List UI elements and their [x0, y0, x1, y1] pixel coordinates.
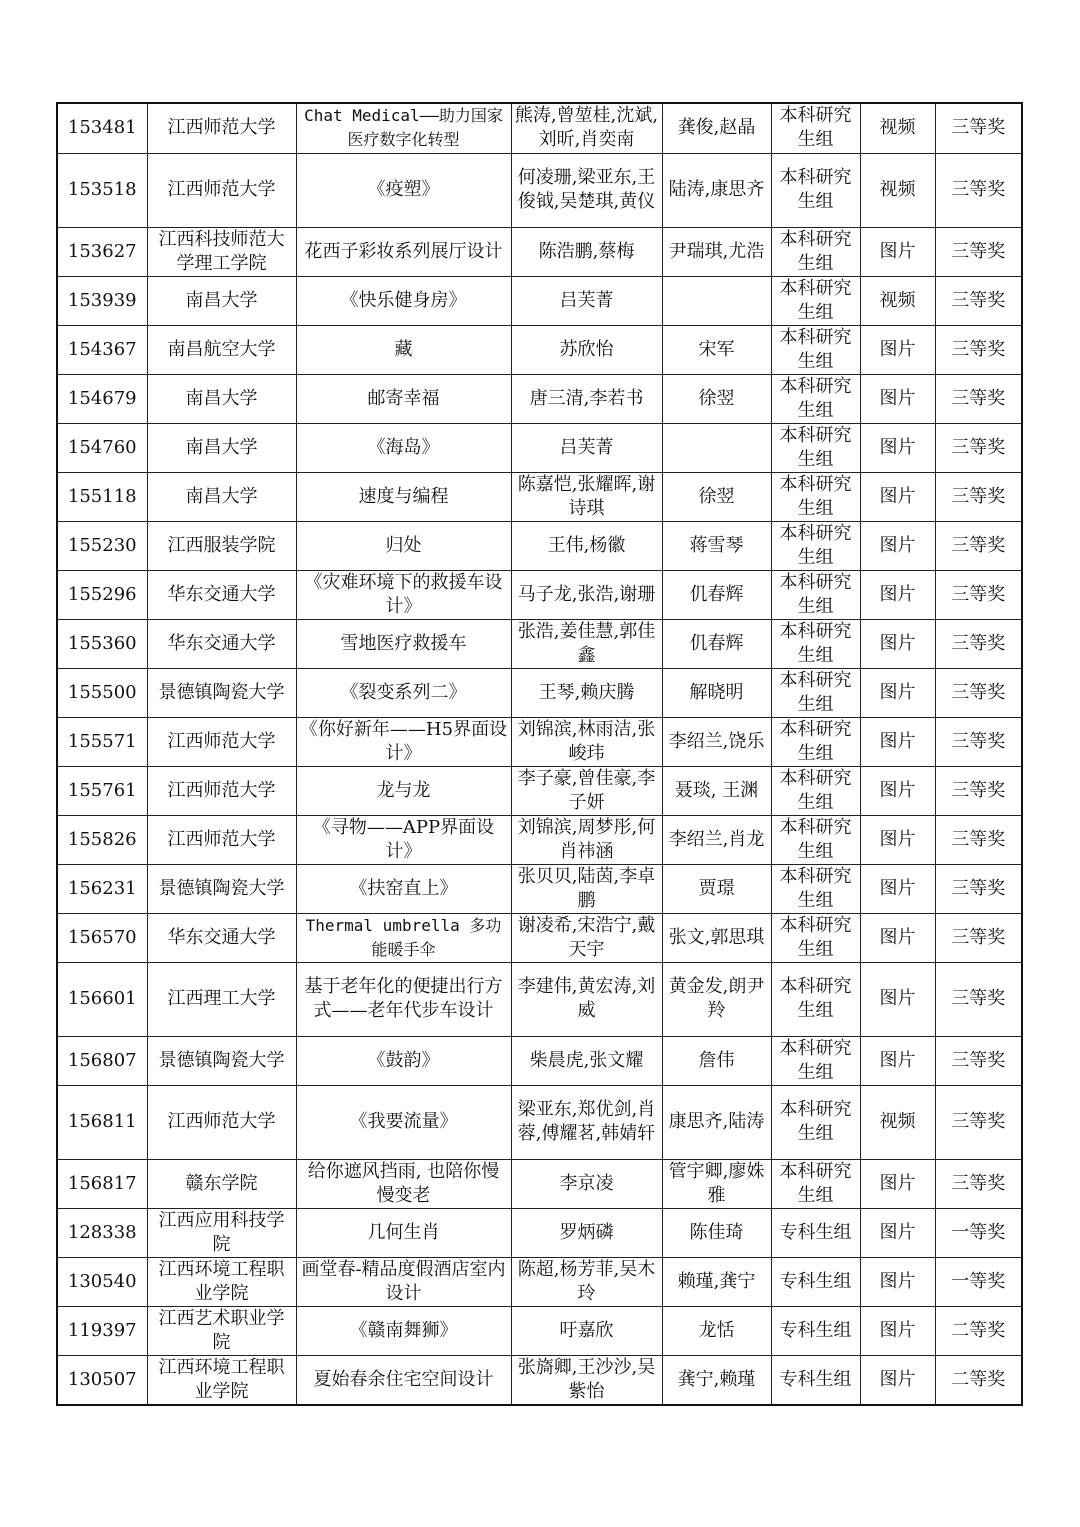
work-title-cell: 《我要流量》: [296, 1085, 511, 1159]
entry-id-cell: 155360: [57, 619, 147, 668]
authors-cell: 马子龙,张浩,谢珊: [511, 570, 662, 619]
school-cell: 江西师范大学: [147, 717, 296, 766]
group-cell: 本科研究生组: [771, 153, 860, 227]
table-row: [57, 103, 1022, 153]
advisor-cell: 龚俊,赵晶: [662, 103, 771, 153]
advisor-cell: 仉春辉: [662, 619, 771, 668]
school-cell: 景德镇陶瓷大学: [147, 864, 296, 913]
authors-cell: 刘锦滨,林雨洁,张峻玮: [511, 717, 662, 766]
table-row: [57, 153, 1022, 227]
entry-id-cell: 130540: [57, 1257, 147, 1306]
advisor-cell: 宋军: [662, 325, 771, 374]
type-cell: 图片: [860, 766, 935, 815]
authors-cell: 吕芙菁: [511, 423, 662, 472]
authors-cell: 李建伟,黄宏涛,刘威: [511, 962, 662, 1036]
authors-cell: 陈浩鹏,蔡梅: [511, 227, 662, 276]
table-row: [57, 717, 1022, 766]
authors-cell: 张贝贝,陆茵,李卓鹏: [511, 864, 662, 913]
group-cell: 专科生组: [771, 1257, 860, 1306]
group-cell: 本科研究生组: [771, 472, 860, 521]
work-title-cell: 藏: [296, 325, 511, 374]
advisor-cell: [662, 276, 771, 325]
advisor-cell: 解晓明: [662, 668, 771, 717]
group-cell: 本科研究生组: [771, 766, 860, 815]
table-row: [57, 1208, 1022, 1257]
authors-cell: 张旖卿,王沙沙,吴紫怡: [511, 1355, 662, 1405]
type-cell: 图片: [860, 717, 935, 766]
authors-cell: 李子豪,曾佳豪,李子妍: [511, 766, 662, 815]
type-cell: 视频: [860, 1085, 935, 1159]
entry-id-cell: 156811: [57, 1085, 147, 1159]
table-row: [57, 472, 1022, 521]
work-title-cell: 《寻物——APP界面设计》: [296, 815, 511, 864]
type-cell: 图片: [860, 570, 935, 619]
authors-cell: 李京凌: [511, 1159, 662, 1208]
type-cell: 图片: [860, 668, 935, 717]
advisor-cell: 黄金发,朗尹羚: [662, 962, 771, 1036]
group-cell: 本科研究生组: [771, 374, 860, 423]
group-cell: 本科研究生组: [771, 1036, 860, 1085]
group-cell: 本科研究生组: [771, 227, 860, 276]
results-sheet: [56, 102, 1021, 1406]
type-cell: 图片: [860, 619, 935, 668]
work-title-cell: 《海岛》: [296, 423, 511, 472]
entry-id-cell: 155230: [57, 521, 147, 570]
group-cell: 本科研究生组: [771, 325, 860, 374]
work-title-cell: Thermal umbrella 多功能暖手伞: [296, 913, 511, 962]
award-cell: 三等奖: [935, 1085, 1022, 1159]
group-cell: 本科研究生组: [771, 103, 860, 153]
authors-cell: 罗炳磷: [511, 1208, 662, 1257]
school-cell: 景德镇陶瓷大学: [147, 668, 296, 717]
work-title-cell: 龙与龙: [296, 766, 511, 815]
authors-cell: 熊涛,曾堃桂,沈斌,刘昕,肖奕南: [511, 103, 662, 153]
school-cell: 华东交通大学: [147, 570, 296, 619]
authors-cell: 何凌珊,梁亚东,王俊钺,吴楚琪,黄仪: [511, 153, 662, 227]
school-cell: 江西理工大学: [147, 962, 296, 1036]
award-cell: 三等奖: [935, 570, 1022, 619]
advisor-cell: 管宇卿,廖姝雅: [662, 1159, 771, 1208]
group-cell: 本科研究生组: [771, 276, 860, 325]
school-cell: 江西师范大学: [147, 153, 296, 227]
school-cell: 景德镇陶瓷大学: [147, 1036, 296, 1085]
group-cell: 专科生组: [771, 1355, 860, 1405]
entry-id-cell: 155296: [57, 570, 147, 619]
school-cell: 南昌大学: [147, 472, 296, 521]
table-row: [57, 374, 1022, 423]
advisor-cell: 康思齐,陆涛: [662, 1085, 771, 1159]
award-cell: 三等奖: [935, 521, 1022, 570]
type-cell: 图片: [860, 472, 935, 521]
award-cell: 三等奖: [935, 766, 1022, 815]
group-cell: 本科研究生组: [771, 668, 860, 717]
table-row: [57, 1355, 1022, 1405]
table-row: [57, 1159, 1022, 1208]
type-cell: 视频: [860, 153, 935, 227]
school-cell: 南昌航空大学: [147, 325, 296, 374]
school-cell: 南昌大学: [147, 276, 296, 325]
award-cell: 三等奖: [935, 668, 1022, 717]
type-cell: 图片: [860, 521, 935, 570]
award-cell: 三等奖: [935, 1159, 1022, 1208]
table-body: [57, 103, 1022, 1405]
authors-cell: 刘锦滨,周梦彤,何肖祎涵: [511, 815, 662, 864]
work-title-cell: 基于老年化的便捷出行方式——老年代步车设计: [296, 962, 511, 1036]
table-row: [57, 864, 1022, 913]
group-cell: 本科研究生组: [771, 423, 860, 472]
award-table: [56, 102, 1023, 1406]
entry-id-cell: 154679: [57, 374, 147, 423]
group-cell: 专科生组: [771, 1208, 860, 1257]
type-cell: 图片: [860, 1159, 935, 1208]
table-row: [57, 815, 1022, 864]
school-cell: 南昌大学: [147, 374, 296, 423]
award-cell: 三等奖: [935, 325, 1022, 374]
advisor-cell: 陈佳琦: [662, 1208, 771, 1257]
school-cell: 江西艺术职业学院: [147, 1306, 296, 1355]
entry-id-cell: 153939: [57, 276, 147, 325]
work-title-cell: Chat Medical——助力国家医疗数字化转型: [296, 103, 511, 153]
advisor-cell: 蒋雪琴: [662, 521, 771, 570]
authors-cell: 陈嘉恺,张耀晖,谢诗琪: [511, 472, 662, 521]
advisor-cell: [662, 423, 771, 472]
school-cell: 江西师范大学: [147, 103, 296, 153]
school-cell: 江西师范大学: [147, 815, 296, 864]
advisor-cell: 贾璟: [662, 864, 771, 913]
award-cell: 三等奖: [935, 153, 1022, 227]
work-title-cell: 《裂变系列二》: [296, 668, 511, 717]
award-cell: 三等奖: [935, 815, 1022, 864]
authors-cell: 张浩,姜佳慧,郭佳鑫: [511, 619, 662, 668]
entry-id-cell: 156601: [57, 962, 147, 1036]
type-cell: 图片: [860, 1208, 935, 1257]
advisor-cell: 张文,郭思琪: [662, 913, 771, 962]
school-cell: 江西师范大学: [147, 766, 296, 815]
group-cell: 本科研究生组: [771, 1159, 860, 1208]
group-cell: 本科研究生组: [771, 1085, 860, 1159]
advisor-cell: 尹瑞琪,尤浩: [662, 227, 771, 276]
type-cell: 图片: [860, 962, 935, 1036]
advisor-cell: 聂琰, 王渊: [662, 766, 771, 815]
school-cell: 南昌大学: [147, 423, 296, 472]
entry-id-cell: 155826: [57, 815, 147, 864]
authors-cell: 柴晨虎,张文耀: [511, 1036, 662, 1085]
table-row: [57, 1036, 1022, 1085]
advisor-cell: 李绍兰,肖龙: [662, 815, 771, 864]
work-title-cell: 速度与编程: [296, 472, 511, 521]
advisor-cell: 龙恬: [662, 1306, 771, 1355]
group-cell: 本科研究生组: [771, 864, 860, 913]
table-row: [57, 521, 1022, 570]
award-cell: 二等奖: [935, 1306, 1022, 1355]
advisor-cell: 仉春辉: [662, 570, 771, 619]
entry-id-cell: 155500: [57, 668, 147, 717]
authors-cell: 陈超,杨芳菲,吴木玲: [511, 1257, 662, 1306]
work-title-cell: 《鼓韵》: [296, 1036, 511, 1085]
group-cell: 本科研究生组: [771, 962, 860, 1036]
award-cell: 一等奖: [935, 1257, 1022, 1306]
work-title-cell: 花西子彩妆系列展厅设计: [296, 227, 511, 276]
type-cell: 图片: [860, 1306, 935, 1355]
type-cell: 图片: [860, 815, 935, 864]
table-row: [57, 1085, 1022, 1159]
advisor-cell: 陆涛,康思齐: [662, 153, 771, 227]
table-row: [57, 570, 1022, 619]
authors-cell: 唐三清,李若书: [511, 374, 662, 423]
type-cell: 图片: [860, 227, 935, 276]
award-cell: 三等奖: [935, 472, 1022, 521]
award-cell: 三等奖: [935, 1036, 1022, 1085]
entry-id-cell: 156807: [57, 1036, 147, 1085]
type-cell: 图片: [860, 325, 935, 374]
authors-cell: 谢凌希,宋浩宁,戴天宇: [511, 913, 662, 962]
award-cell: 三等奖: [935, 717, 1022, 766]
type-cell: 图片: [860, 1257, 935, 1306]
table-row: [57, 913, 1022, 962]
award-cell: 三等奖: [935, 619, 1022, 668]
award-cell: 三等奖: [935, 913, 1022, 962]
entry-id-cell: 155118: [57, 472, 147, 521]
advisor-cell: 李绍兰,饶乐: [662, 717, 771, 766]
authors-cell: 吕芙菁: [511, 276, 662, 325]
work-title-cell: 《赣南舞狮》: [296, 1306, 511, 1355]
award-cell: 三等奖: [935, 423, 1022, 472]
group-cell: 本科研究生组: [771, 521, 860, 570]
table-row: [57, 766, 1022, 815]
type-cell: 图片: [860, 1355, 935, 1405]
work-title-cell: 给你遮风挡雨, 也陪你慢慢变老: [296, 1159, 511, 1208]
work-title-cell: 归处: [296, 521, 511, 570]
table-row: [57, 276, 1022, 325]
type-cell: 图片: [860, 374, 935, 423]
type-cell: 图片: [860, 913, 935, 962]
type-cell: 图片: [860, 864, 935, 913]
work-title-cell: 《疫塑》: [296, 153, 511, 227]
school-cell: 赣东学院: [147, 1159, 296, 1208]
group-cell: 本科研究生组: [771, 619, 860, 668]
table-row: [57, 962, 1022, 1036]
type-cell: 视频: [860, 276, 935, 325]
type-cell: 图片: [860, 1036, 935, 1085]
school-cell: 江西应用科技学院: [147, 1208, 296, 1257]
work-title-cell: 几何生肖: [296, 1208, 511, 1257]
work-title-cell: 雪地医疗救援车: [296, 619, 511, 668]
award-cell: 三等奖: [935, 227, 1022, 276]
table-row: [57, 1257, 1022, 1306]
work-title-cell: 画堂春-精品度假酒店室内设计: [296, 1257, 511, 1306]
work-title-cell: 《灾难环境下的救援车设计》: [296, 570, 511, 619]
award-cell: 三等奖: [935, 962, 1022, 1036]
work-title-cell: 邮寄幸福: [296, 374, 511, 423]
entry-id-cell: 128338: [57, 1208, 147, 1257]
group-cell: 本科研究生组: [771, 913, 860, 962]
entry-id-cell: 156817: [57, 1159, 147, 1208]
type-cell: 图片: [860, 423, 935, 472]
group-cell: 本科研究生组: [771, 570, 860, 619]
group-cell: 专科生组: [771, 1306, 860, 1355]
entry-id-cell: 119397: [57, 1306, 147, 1355]
table-row: [57, 1306, 1022, 1355]
entry-id-cell: 153481: [57, 103, 147, 153]
school-cell: 江西师范大学: [147, 1085, 296, 1159]
table-row: [57, 227, 1022, 276]
authors-cell: 苏欣怡: [511, 325, 662, 374]
school-cell: 江西环境工程职业学院: [147, 1257, 296, 1306]
authors-cell: 梁亚东,郑优剑,肖蓉,傅耀茗,韩婧轩: [511, 1085, 662, 1159]
entry-id-cell: 153627: [57, 227, 147, 276]
award-cell: 一等奖: [935, 1208, 1022, 1257]
group-cell: 本科研究生组: [771, 815, 860, 864]
advisor-cell: 詹伟: [662, 1036, 771, 1085]
work-title-cell: 《扶窑直上》: [296, 864, 511, 913]
school-cell: 华东交通大学: [147, 619, 296, 668]
group-cell: 本科研究生组: [771, 717, 860, 766]
entry-id-cell: 153518: [57, 153, 147, 227]
entry-id-cell: 156231: [57, 864, 147, 913]
award-cell: 三等奖: [935, 864, 1022, 913]
award-cell: 三等奖: [935, 374, 1022, 423]
entry-id-cell: 155761: [57, 766, 147, 815]
entry-id-cell: 154760: [57, 423, 147, 472]
award-cell: 三等奖: [935, 103, 1022, 153]
work-title-cell: 《你好新年——H5界面设计》: [296, 717, 511, 766]
work-title-cell: 夏始春余住宅空间设计: [296, 1355, 511, 1405]
table-row: [57, 619, 1022, 668]
school-cell: 江西科技师范大学理工学院: [147, 227, 296, 276]
award-cell: 二等奖: [935, 1355, 1022, 1405]
school-cell: 江西环境工程职业学院: [147, 1355, 296, 1405]
advisor-cell: 徐翌: [662, 374, 771, 423]
advisor-cell: 赖瑾,龚宁: [662, 1257, 771, 1306]
table-row: [57, 668, 1022, 717]
table-row: [57, 325, 1022, 374]
advisor-cell: 龚宁,赖瑾: [662, 1355, 771, 1405]
entry-id-cell: 156570: [57, 913, 147, 962]
type-cell: 视频: [860, 103, 935, 153]
advisor-cell: 徐翌: [662, 472, 771, 521]
table-row: [57, 423, 1022, 472]
school-cell: 江西服装学院: [147, 521, 296, 570]
entry-id-cell: 154367: [57, 325, 147, 374]
authors-cell: 吁嘉欣: [511, 1306, 662, 1355]
work-title-cell: 《快乐健身房》: [296, 276, 511, 325]
entry-id-cell: 130507: [57, 1355, 147, 1405]
entry-id-cell: 155571: [57, 717, 147, 766]
award-cell: 三等奖: [935, 276, 1022, 325]
authors-cell: 王琴,赖庆腾: [511, 668, 662, 717]
authors-cell: 王伟,杨徽: [511, 521, 662, 570]
school-cell: 华东交通大学: [147, 913, 296, 962]
